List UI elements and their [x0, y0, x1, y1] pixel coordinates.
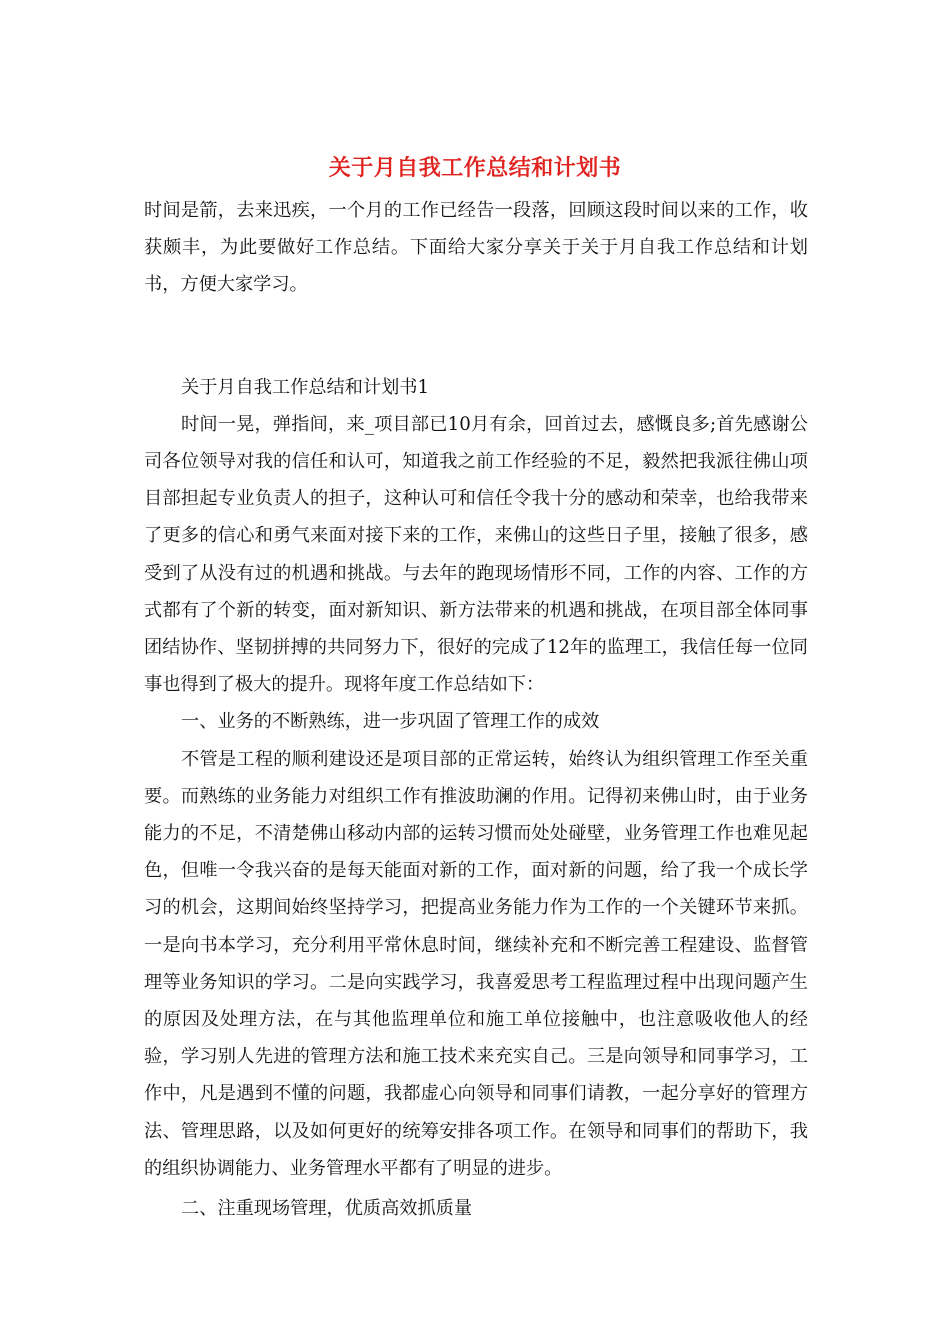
section-heading-1: 关于月自我工作总结和计划书1: [181, 376, 430, 398]
document-title: 关于月自我工作总结和计划书: [328, 155, 622, 181]
subsection-1-paragraph: 不管是工程的顺利建设还是项目部的正常运转，始终认为组织管理工作至关重要。而熟练的业务能力对组织工作有推波助澜的作用。记得初来佛山时，由于业务能力的不足，不清楚佛山移动内部的运转习惯而处处碰壁，业务管理工作也难见起色，但唯一令我兴奋的是每天能面对新的工作，面对新的问题，给了我一个成长学习的机会，这期间始终坚持学习，把提高业务能力作为工作的一个关键环节来抓。一是向书本学习，充分利用平常休息时间，继续补充和不断完善工程建设、监督管理等业务知识的学习。二是向实践学习，我喜爱思考工程监理过程中出现问题产生的原因及处理方法，在与其他监理单位和施工单位接触中，也注意吸收他人的经验，学习别人先进的管理方法和施工技术来充实自己。三是向领导和同事学习，工作中，凡是遇到不懂的问题，我都虚心向领导和同事们请教，一起分享好的管理方法、管理思路，以及如何更好的统筹安排各项工作。在领导和同事们的帮助下，我的组织协调能力、业务管理水平都有了明显的进步。: [144, 748, 808, 1179]
subheading-1: 一、业务的不断熟练，进一步巩固了管理工作的成效: [181, 711, 600, 733]
intro-paragraph: 时间是箭，去来迅疾，一个月的工作已经告一段落，回顾这段时间以来的工作，收获颇丰，为此要做好工作总结。下面给大家分享关于关于月自我工作总结和计划书，方便大家学习。: [144, 200, 808, 296]
document-body: [144, 192, 808, 1227]
section-1-paragraph: 时间一晃，弹指间，来_项目部已10月有余，回首过去，感慨良多;首先感谢公司各位领导对我的信任和认可，知道我之前工作经验的不足，毅然把我派往佛山项目部担起专业负责人的担子，这种认可和信任令我十分的感动和荣幸，也给我带来了更多的信心和勇气来面对接下来的工作，来佛山的这些日子里，接触了很多，感受到了从没有过的机遇和挑战。与去年的跑现场情形不同，工作的内容、工作的方式都有了个新的转变，面对新知识、新方法带来的机遇和挑战，在项目部全体同事团结协作、坚韧拼搏的共同努力下，很好的完成了12年的监理工，我信任每一位同事也得到了极大的提升。现将年度工作总结如下：: [144, 413, 808, 696]
paragraph-gap: [144, 304, 808, 341]
subheading-2: 二、注重现场管理，优质高效抓质量: [181, 1198, 473, 1220]
